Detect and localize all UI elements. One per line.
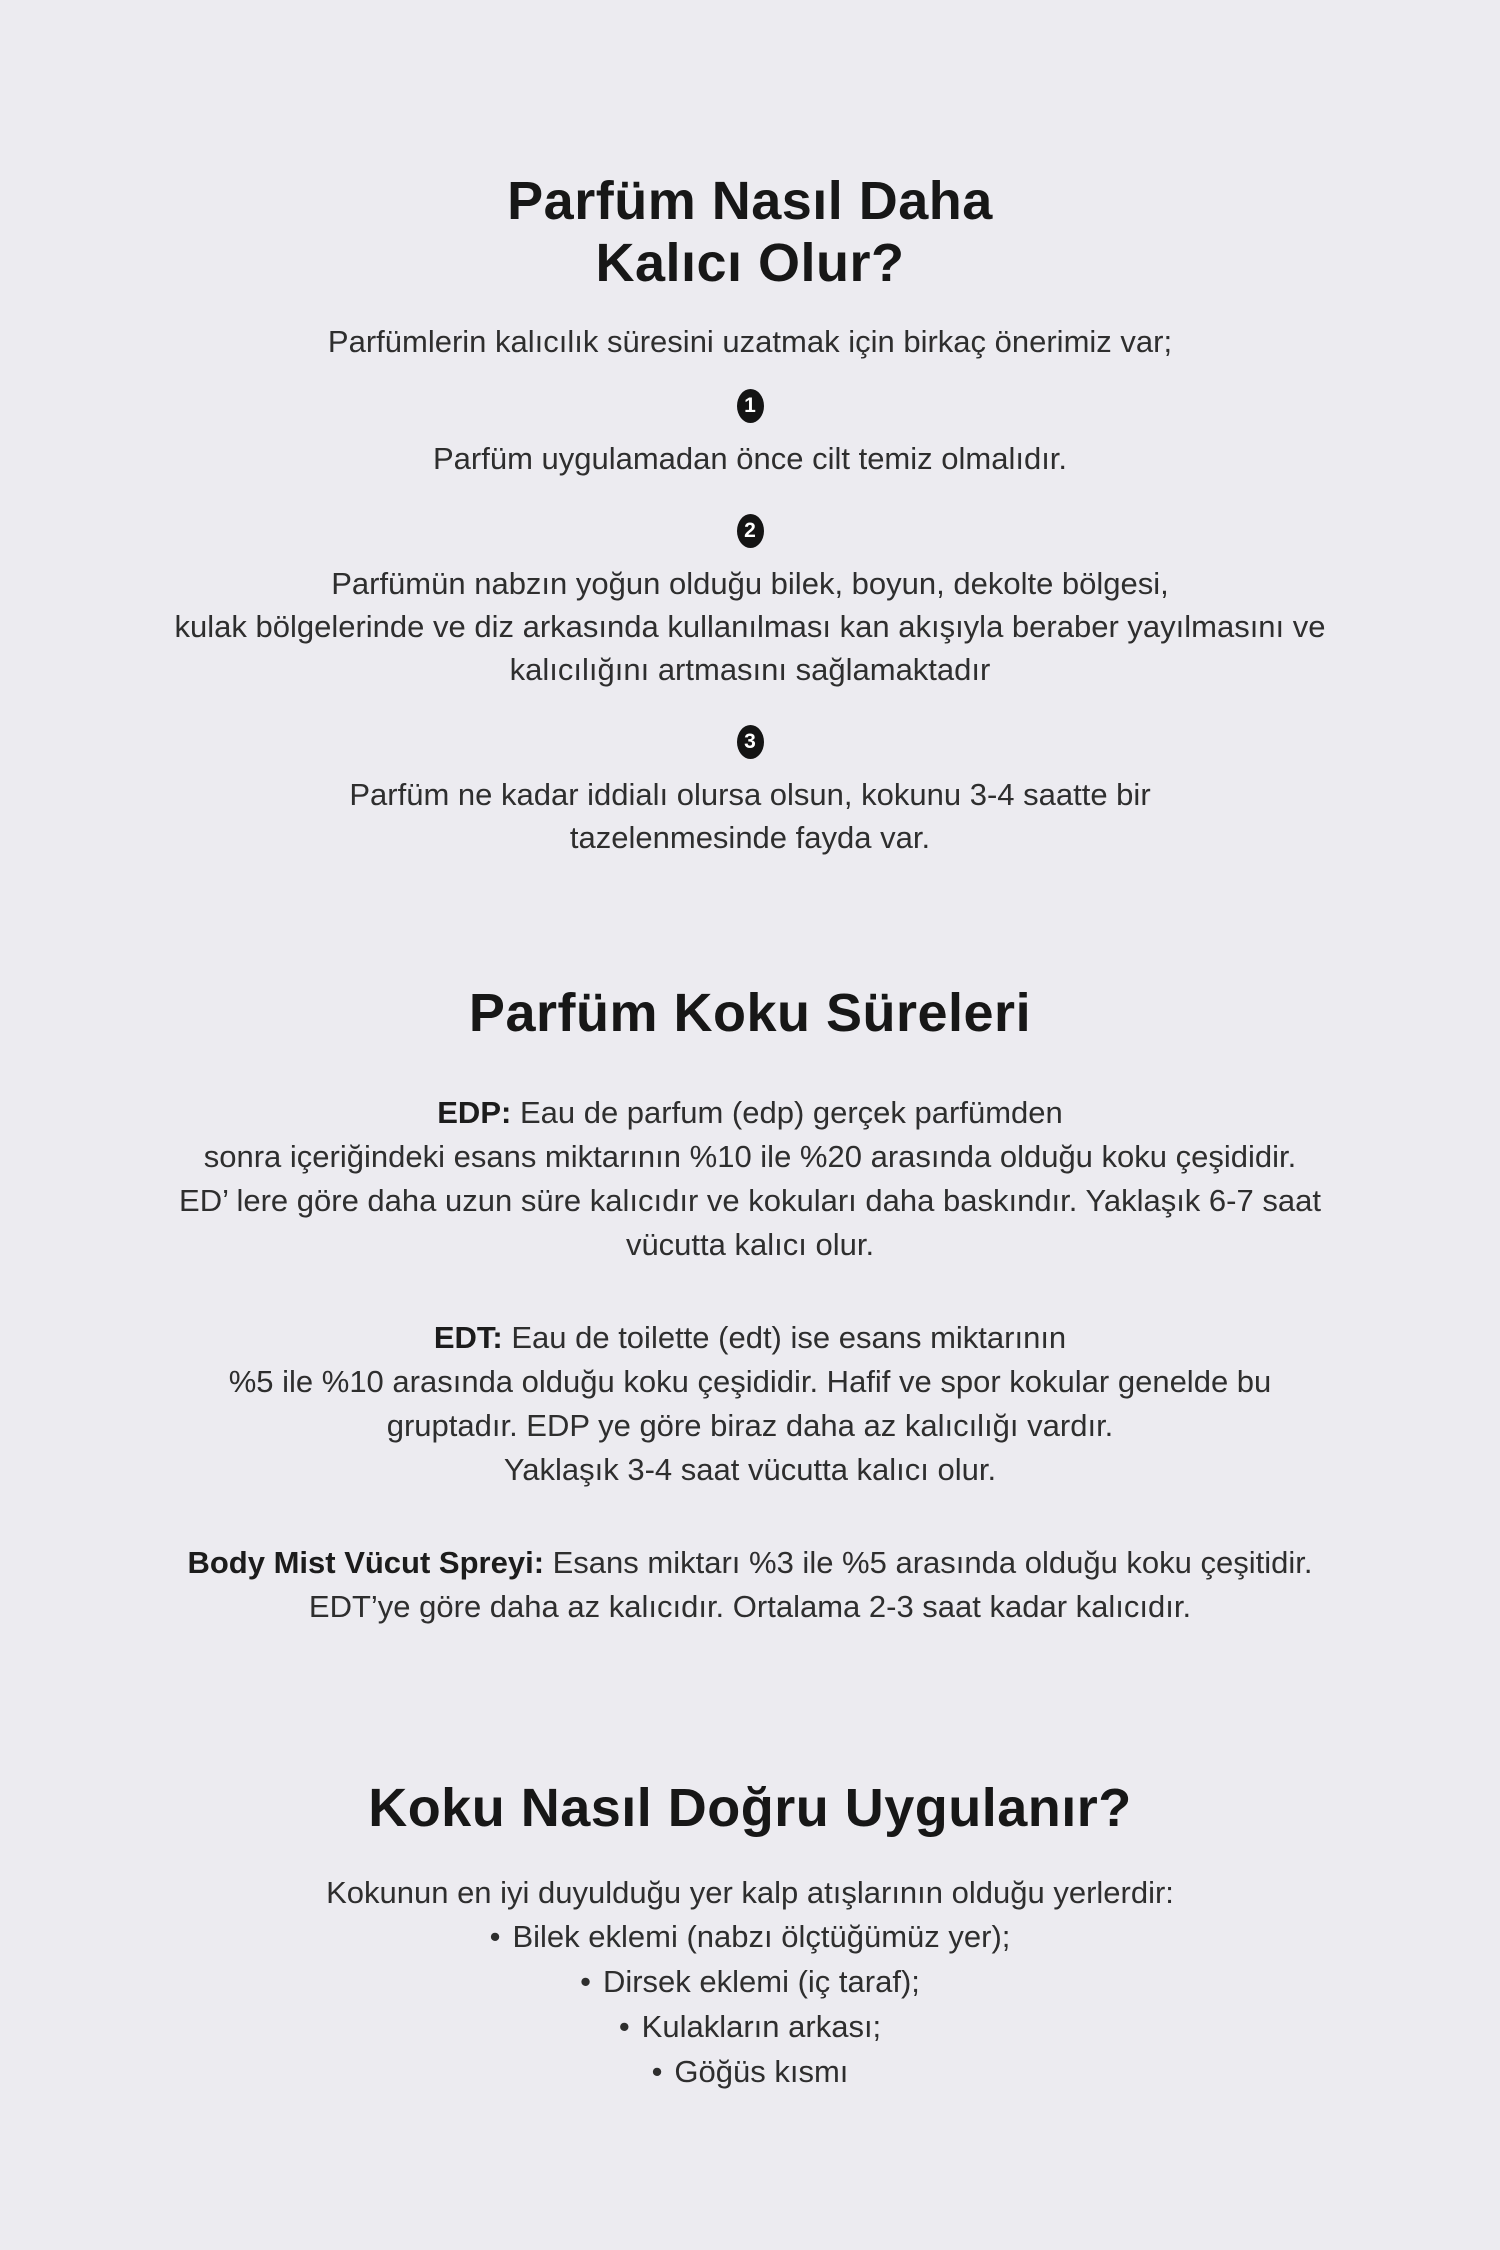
entry-text: sonra içeriğindeki esans miktarının %10 ile %20 arasında olduğu koku çeşididir. (203, 1139, 1297, 1174)
entry-first-line (30, 1091, 1470, 1135)
bullet-dot: • (489, 1919, 501, 1954)
application-bullet-list (0, 1914, 1500, 2094)
step-number-badge: 2 (737, 514, 764, 548)
entry-text: gruptadır. EDP ye göre biraz daha az kalıcılığı vardır. (386, 1408, 1114, 1443)
entry-label: EDT: (433, 1320, 503, 1355)
duration-entry-edp (0, 1091, 1500, 1267)
durations-title: Parfüm Koku Süreleri (468, 983, 1032, 1043)
bullet-dot: • (651, 2054, 663, 2089)
tip-text: Parfüm ne kadar iddialı olursa olsun, kokunu 3-4 saatte bir (349, 777, 1151, 812)
tip-item (0, 514, 1500, 691)
bullet-text: Kulakların arkası; (641, 2009, 882, 2044)
entry-label: EDP: (437, 1095, 512, 1130)
entry-label: Body Mist Vücut Spreyi: (187, 1545, 545, 1580)
bullet-item (30, 2004, 1470, 2049)
tips-list (0, 389, 1500, 859)
tip-text: Parfüm uygulamadan önce cilt temiz olmalıdır. (432, 441, 1068, 476)
page-title-line: Kalıcı Olur? (595, 233, 905, 293)
entry-text: ED’ lere göre daha uzun süre kalıcıdır ve kokuları daha baskındır. Yaklaşık 6-7 saat (179, 1183, 1321, 1218)
tip-item (0, 725, 1500, 859)
bullet-item (30, 2049, 1470, 2094)
entry-text: Eau de toilette (edt) ise esans miktarının (502, 1320, 1067, 1355)
step-number-badge: 3 (737, 725, 764, 759)
bullet-text: Dirsek eklemi (iç taraf); (602, 1964, 920, 1999)
entry-text: %5 ile %10 arasında olduğu koku çeşididir. Hafif ve spor kokular genelde bu (228, 1364, 1272, 1399)
application-section (0, 1779, 1500, 2094)
durations-section (0, 984, 1500, 1629)
entry-text: vücutta kalıcı olur. (625, 1227, 875, 1262)
entry-text: Yaklaşık 3-4 saat vücutta kalıcı olur. (503, 1452, 997, 1487)
entry-first-line (30, 1541, 1470, 1585)
entry-first-line (30, 1316, 1470, 1360)
tip-text: kalıcılığını artmasını sağlamaktadır (509, 652, 991, 687)
bullet-text: Göğüs kısmı (674, 2054, 849, 2089)
bullet-text: Bilek eklemi (nabzı ölçtüğümüz yer); (512, 1919, 1011, 1954)
persistence-intro: Parfümlerin kalıcılık süresini uzatmak için birkaç önerimiz var; (327, 324, 1173, 359)
bullet-dot: • (580, 1964, 591, 1999)
duration-entry-body-mist (0, 1541, 1500, 1629)
entry-text: Esans miktarı %3 ile %5 arasında olduğu koku çeşitidir. (544, 1545, 1313, 1580)
entry-text: EDT’ye göre daha az kalıcıdır. Ortalama 2-3 saat kadar kalıcıdır. (308, 1589, 1192, 1624)
duration-entry-edt (0, 1316, 1500, 1492)
tip-text: Parfümün nabzın yoğun olduğu bilek, boyun, dekolte bölgesi, (331, 566, 1169, 601)
entry-text: Eau de parfum (edp) gerçek parfümden (511, 1095, 1063, 1130)
bullet-item (30, 1959, 1470, 2004)
step-number-badge: 1 (737, 389, 764, 423)
page-title-line: Parfüm Nasıl Daha (507, 171, 993, 231)
tip-text: tazelenmesinde fayda var. (569, 820, 931, 855)
persistence-section (0, 170, 1500, 859)
page-title (0, 170, 1500, 294)
tip-item (0, 389, 1500, 480)
application-intro: Kokunun en iyi duyulduğu yer kalp atışlarının olduğu yerlerdir: (326, 1875, 1174, 1910)
bullet-dot: • (618, 2009, 630, 2044)
bullet-item (30, 1914, 1470, 1959)
application-title: Koku Nasıl Doğru Uygulanır? (368, 1778, 1132, 1838)
tip-text: kulak bölgelerinde ve diz arkasında kullanılması kan akışıyla beraber yayılmasını ve (174, 609, 1326, 644)
